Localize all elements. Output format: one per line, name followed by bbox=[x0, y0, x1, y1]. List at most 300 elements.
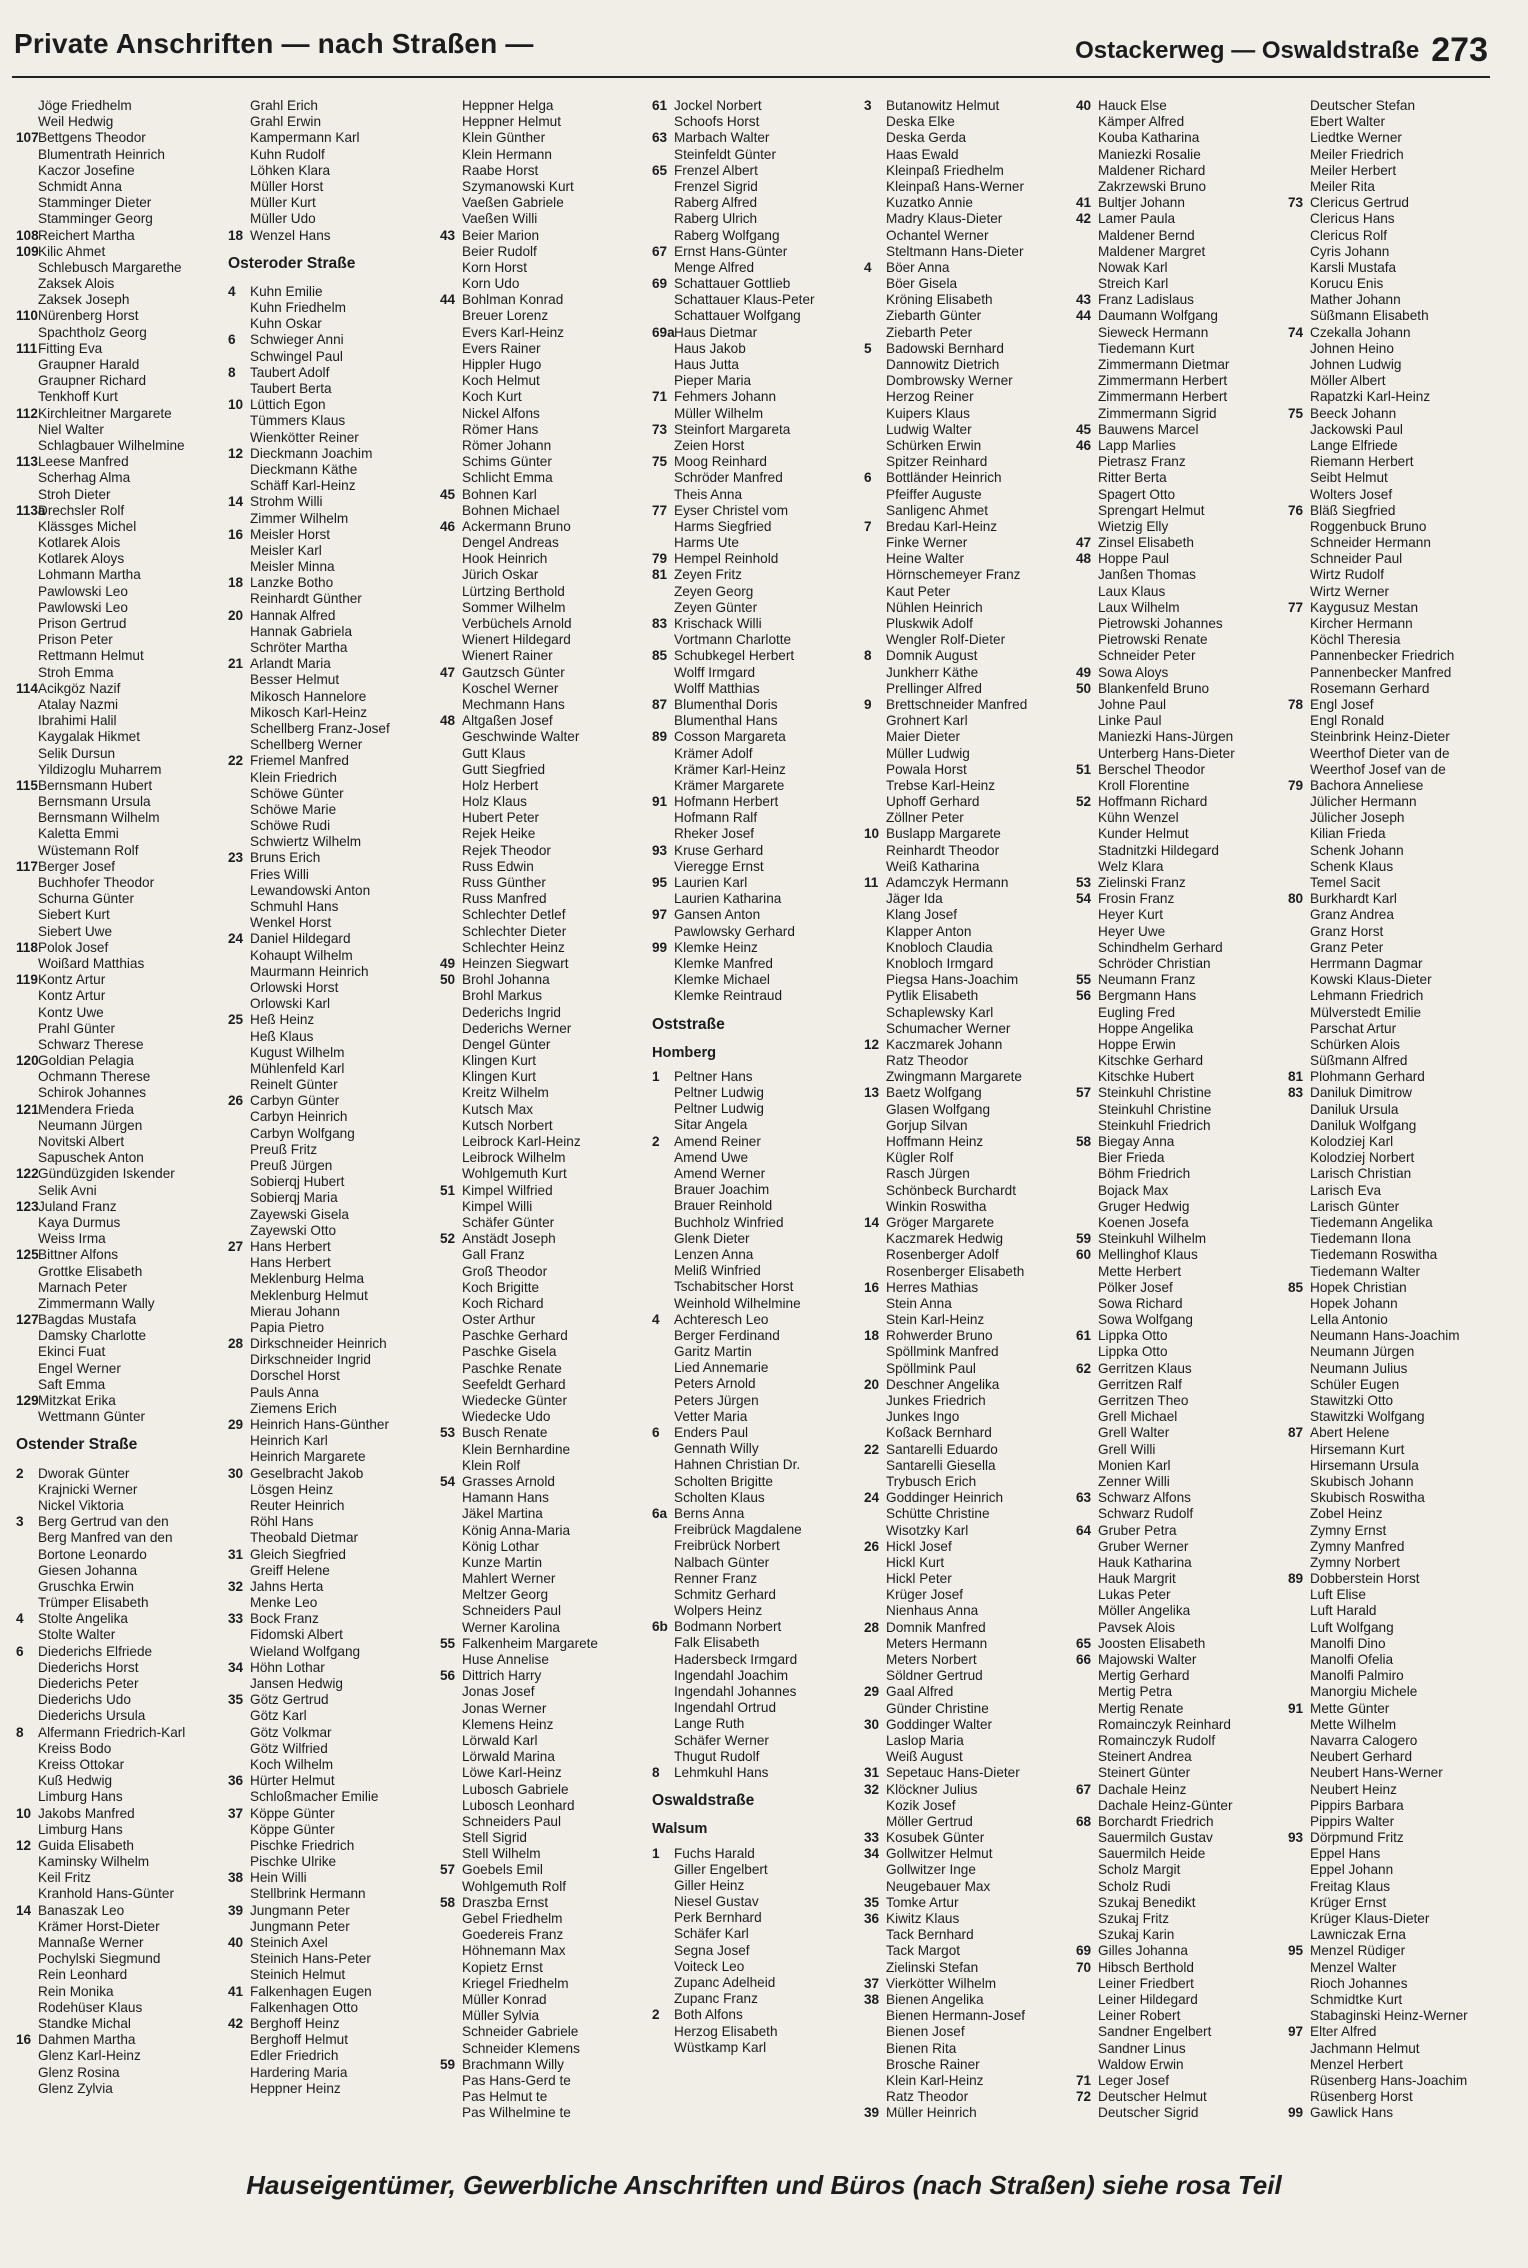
directory-entry bbox=[1076, 2089, 1284, 2105]
resident-name: Schöwe Günter bbox=[250, 785, 344, 801]
directory-entry bbox=[228, 1708, 436, 1724]
house-number: 85 bbox=[1288, 1279, 1304, 1295]
resident-name: Kühn Wenzel bbox=[1098, 810, 1179, 826]
directory-entry bbox=[1076, 988, 1284, 1004]
resident-name: Hickl Josef bbox=[886, 1538, 952, 1554]
resident-name: Maldener Richard bbox=[1098, 162, 1206, 178]
directory-entry bbox=[440, 1992, 648, 2008]
directory-entry bbox=[16, 1118, 224, 1134]
directory-entry bbox=[1288, 1814, 1496, 1830]
directory-entry bbox=[1076, 1587, 1284, 1603]
house-number: 72 bbox=[1076, 2089, 1092, 2105]
resident-name: Ochantel Werner bbox=[886, 227, 989, 243]
directory-entry bbox=[1288, 1636, 1496, 1652]
resident-name: Zielinski Stefan bbox=[886, 1959, 979, 1975]
directory-entry bbox=[1288, 195, 1496, 211]
resident-name: Prison Peter bbox=[38, 632, 113, 648]
resident-name: Wisotzky Karl bbox=[886, 1522, 969, 1538]
resident-name: Peltner Hans bbox=[674, 1068, 753, 1084]
directory-entry bbox=[228, 850, 436, 866]
resident-name: Pippirs Walter bbox=[1310, 1813, 1395, 1829]
house-number: 125 bbox=[16, 1247, 39, 1263]
resident-name: Dachale Heinz-Günter bbox=[1098, 1797, 1233, 1813]
directory-entry bbox=[16, 260, 224, 276]
directory-entry bbox=[16, 422, 224, 438]
directory-entry bbox=[864, 648, 1072, 664]
directory-entry bbox=[652, 98, 860, 114]
resident-name: Plohmann Gerhard bbox=[1310, 1069, 1425, 1085]
directory-entry bbox=[16, 1514, 224, 1530]
resident-name: Falkenheim Margarete bbox=[462, 1635, 598, 1651]
resident-name: Kunder Helmut bbox=[1098, 826, 1189, 842]
resident-name: Kozik Josef bbox=[886, 1797, 956, 1813]
directory-entry bbox=[864, 762, 1072, 778]
directory-entry bbox=[1076, 567, 1284, 583]
resident-name: Deschner Angelika bbox=[886, 1376, 1000, 1392]
resident-name: Schellberg Franz-Josef bbox=[250, 720, 390, 736]
resident-name: Steinkuhl Christine bbox=[1098, 1085, 1212, 1101]
directory-entry bbox=[440, 924, 648, 940]
house-number: 43 bbox=[1076, 292, 1092, 308]
directory-entry bbox=[652, 1538, 860, 1554]
house-number: 10 bbox=[228, 397, 244, 413]
resident-name: Schlebusch Margarethe bbox=[38, 259, 182, 275]
resident-name: Bagdas Mustafa bbox=[38, 1312, 137, 1328]
resident-name: Bottländer Heinrich bbox=[886, 470, 1002, 486]
house-number: 34 bbox=[864, 1846, 880, 1862]
directory-entry bbox=[864, 940, 1072, 956]
resident-name: Ernst Hans-Günter bbox=[674, 243, 788, 259]
resident-name: Meltzer Georg bbox=[462, 1587, 549, 1603]
resident-name: Stell Wilhelm bbox=[462, 1846, 541, 1862]
resident-name: Brettschneider Manfred bbox=[886, 696, 1028, 712]
resident-name: Junkherr Käthe bbox=[886, 664, 979, 680]
resident-name: Wienert Rainer bbox=[462, 648, 553, 664]
resident-name: Spachtholz Georg bbox=[38, 324, 147, 340]
resident-name: Kopietz Ernst bbox=[462, 1959, 543, 1975]
resident-name: Garitz Martin bbox=[674, 1344, 752, 1360]
resident-name: Alfermann Friedrich-Karl bbox=[38, 1724, 186, 1740]
house-number: 56 bbox=[440, 1668, 456, 1684]
resident-name: Selik Dursun bbox=[38, 745, 116, 761]
resident-name: Gautzsch Günter bbox=[462, 664, 565, 680]
directory-entry bbox=[440, 1798, 648, 1814]
resident-name: Hempel Reinhold bbox=[674, 551, 779, 567]
directory-entry bbox=[16, 1838, 224, 1854]
house-number: 35 bbox=[228, 1692, 244, 1708]
directory-entry bbox=[16, 1069, 224, 1085]
resident-name: Lippka Otto bbox=[1098, 1328, 1168, 1344]
resident-name: Steinkuhl Christine bbox=[1098, 1101, 1212, 1117]
directory-entry bbox=[1288, 2008, 1496, 2024]
directory-entry bbox=[228, 1692, 436, 1708]
house-number: 40 bbox=[228, 1935, 244, 1950]
resident-name: Meisler Horst bbox=[250, 526, 331, 542]
resident-name: Pawlowski Leo bbox=[38, 583, 128, 599]
resident-name: Bienen Rita bbox=[886, 2040, 957, 2056]
directory-entry bbox=[1288, 1862, 1496, 1878]
resident-name: Dirkschneider Ingrid bbox=[250, 1352, 371, 1368]
resident-name: Pölker Josef bbox=[1098, 1279, 1173, 1295]
house-number: 24 bbox=[864, 1490, 880, 1506]
directory-entry bbox=[228, 2048, 436, 2064]
directory-entry bbox=[1076, 1490, 1284, 1506]
resident-name: Weerthof Dieter van de bbox=[1310, 745, 1450, 761]
resident-name: Lenzen Anna bbox=[674, 1246, 754, 1262]
resident-name: Giller Heinz bbox=[674, 1877, 745, 1893]
house-number: 53 bbox=[440, 1425, 456, 1441]
directory-entry bbox=[864, 1005, 1072, 1021]
resident-name: Wengler Rolf-Dieter bbox=[886, 632, 1006, 648]
resident-name: Ingendahl Johannes bbox=[674, 1684, 797, 1699]
directory-entry bbox=[864, 778, 1072, 794]
resident-name: Koch Brigitte bbox=[462, 1279, 540, 1295]
directory-entry bbox=[1076, 406, 1284, 422]
resident-name: Schröter Martha bbox=[250, 640, 348, 655]
directory-entry bbox=[1076, 244, 1284, 260]
directory-entry bbox=[1288, 1668, 1496, 1684]
directory-entry bbox=[1076, 1846, 1284, 1862]
resident-name: Ekinci Fuat bbox=[38, 1344, 106, 1360]
directory-entry bbox=[1288, 924, 1496, 940]
resident-name: Bohlman Konrad bbox=[462, 292, 564, 308]
resident-name: Kitschke Hubert bbox=[1098, 1069, 1194, 1085]
resident-name: Pfeiffer Auguste bbox=[886, 486, 982, 502]
resident-name: Janßen Thomas bbox=[1098, 567, 1196, 583]
resident-name: Pieper Maria bbox=[674, 373, 752, 389]
directory-entry bbox=[228, 786, 436, 802]
directory-entry bbox=[228, 980, 436, 996]
directory-entry bbox=[652, 616, 860, 632]
directory-entry bbox=[228, 527, 436, 543]
directory-entry bbox=[652, 260, 860, 276]
directory-entry bbox=[652, 1716, 860, 1732]
resident-name: Klemke Reintraud bbox=[674, 988, 783, 1004]
resident-name: Kunze Martin bbox=[462, 1554, 543, 1570]
resident-name: Neumann Jürgen bbox=[1310, 1344, 1415, 1360]
resident-name: Wienert Hildegard bbox=[462, 632, 571, 648]
directory-entry bbox=[440, 438, 648, 454]
directory-entry bbox=[440, 114, 648, 130]
resident-name: Fitting Eva bbox=[38, 340, 103, 356]
directory-entry bbox=[652, 1376, 860, 1392]
resident-name: Jöge Friedhelm bbox=[38, 98, 132, 113]
resident-name: Böhm Friedrich bbox=[1098, 1166, 1191, 1182]
house-number: 80 bbox=[1288, 891, 1304, 907]
resident-name: Wohlgemuth Kurt bbox=[462, 1166, 567, 1182]
directory-entry bbox=[228, 1466, 436, 1482]
resident-name: Böer Gisela bbox=[886, 276, 958, 292]
directory-entry bbox=[228, 964, 436, 980]
resident-name: Kruse Gerhard bbox=[674, 842, 764, 858]
resident-name: Selik Avni bbox=[38, 1182, 97, 1198]
resident-name: Berger Josef bbox=[38, 858, 116, 874]
resident-name: Temel Sacit bbox=[1310, 875, 1381, 890]
resident-name: Junkes Ingo bbox=[886, 1409, 960, 1425]
directory-entry bbox=[1288, 1425, 1496, 1441]
resident-name: Kleinpaß Hans-Werner bbox=[886, 178, 1025, 194]
resident-name: Laslop Maria bbox=[886, 1732, 964, 1748]
resident-name: Kugust Wilhelm bbox=[250, 1044, 345, 1060]
resident-name: Santarelli Eduardo bbox=[886, 1441, 998, 1457]
directory-entry bbox=[228, 1109, 436, 1125]
resident-name: Mitzkat Erika bbox=[38, 1393, 116, 1408]
resident-name: Adamczyk Hermann bbox=[886, 875, 1009, 890]
resident-name: Klein Rolf bbox=[462, 1457, 521, 1473]
directory-entry bbox=[1076, 859, 1284, 875]
resident-name: Rüsenberg Hans-Joachim bbox=[1310, 2072, 1468, 2088]
resident-name: Leiner Robert bbox=[1098, 2008, 1181, 2024]
directory-entry bbox=[652, 1215, 860, 1231]
house-number: 89 bbox=[1288, 1571, 1304, 1587]
resident-name: Lürtzing Berthold bbox=[462, 583, 565, 599]
directory-entry bbox=[864, 2041, 1072, 2057]
house-number: 33 bbox=[864, 1830, 880, 1846]
resident-name: Kohaupt Wilhelm bbox=[250, 947, 353, 963]
directory-entry bbox=[228, 1806, 436, 1822]
directory-entry bbox=[652, 584, 860, 600]
directory-entry bbox=[1076, 632, 1284, 648]
house-number: 49 bbox=[440, 955, 456, 971]
resident-name: Werner Karolina bbox=[462, 1619, 560, 1635]
house-number: 108 bbox=[16, 227, 39, 243]
directory-entry bbox=[16, 665, 224, 681]
directory-entry bbox=[1288, 1183, 1496, 1199]
resident-name: Falkenhagen Otto bbox=[250, 1999, 359, 2015]
directory-entry bbox=[228, 413, 436, 429]
directory-entry bbox=[228, 211, 436, 227]
directory-entry bbox=[440, 147, 648, 163]
resident-name: Kontz Artur bbox=[38, 972, 106, 988]
resident-name: Wieland Wolfgang bbox=[250, 1643, 361, 1659]
resident-name: Klemke Manfred bbox=[674, 955, 773, 971]
directory-entry bbox=[864, 956, 1072, 972]
directory-entry bbox=[1076, 616, 1284, 632]
resident-name: Engel Werner bbox=[38, 1360, 121, 1376]
resident-name: Bodmann Norbert bbox=[674, 1619, 782, 1635]
directory-entry bbox=[652, 600, 860, 616]
resident-name: Bruns Erich bbox=[250, 850, 321, 866]
resident-name: Czekalla Johann bbox=[1310, 324, 1411, 340]
directory-entry bbox=[16, 244, 224, 260]
directory-entry bbox=[440, 2041, 648, 2057]
house-number: 74 bbox=[1288, 324, 1304, 340]
resident-name: Lawniczak Erna bbox=[1310, 1927, 1406, 1943]
directory-entry bbox=[652, 1360, 860, 1376]
resident-name: Drechsler Rolf bbox=[38, 502, 125, 518]
resident-name: Höhnemann Max bbox=[462, 1943, 566, 1959]
directory-entry bbox=[1076, 778, 1284, 794]
directory-entry bbox=[16, 1037, 224, 1053]
directory-entry bbox=[228, 705, 436, 721]
directory-entry bbox=[1076, 1539, 1284, 1555]
directory-entry bbox=[1076, 1749, 1284, 1765]
directory-entry bbox=[652, 487, 860, 503]
house-number: 59 bbox=[1076, 1231, 1092, 1247]
directory-entry bbox=[16, 1296, 224, 1312]
resident-name: Dengel Günter bbox=[462, 1036, 551, 1052]
resident-name: Hopek Johann bbox=[1310, 1295, 1398, 1311]
resident-name: Oster Arthur bbox=[462, 1312, 536, 1328]
directory-entry bbox=[864, 1895, 1072, 1911]
directory-entry bbox=[1076, 697, 1284, 713]
resident-name: Achteresch Leo bbox=[674, 1311, 769, 1327]
directory-entry bbox=[1076, 746, 1284, 762]
house-number: 63 bbox=[652, 130, 668, 146]
resident-name: Brohl Johanna bbox=[462, 972, 550, 988]
directory-entry bbox=[16, 1134, 224, 1150]
directory-entry bbox=[16, 794, 224, 810]
resident-name: Schurna Günter bbox=[38, 891, 134, 907]
directory-entry bbox=[16, 470, 224, 486]
directory-entry bbox=[864, 1927, 1072, 1943]
resident-name: Moog Reinhard bbox=[674, 454, 767, 470]
directory-entry bbox=[1076, 1992, 1284, 2008]
directory-entry bbox=[16, 1150, 224, 1166]
directory-entry bbox=[864, 1862, 1072, 1878]
house-number: 112 bbox=[16, 405, 38, 421]
directory-entry bbox=[652, 1101, 860, 1117]
directory-entry bbox=[652, 276, 860, 292]
directory-entry bbox=[652, 1571, 860, 1587]
directory-entry bbox=[1076, 487, 1284, 503]
resident-name: Haus Jakob bbox=[674, 340, 746, 356]
resident-name: Verbüchels Arnold bbox=[462, 616, 572, 631]
directory-entry bbox=[16, 1967, 224, 1983]
resident-name: Hannak Gabriela bbox=[250, 623, 353, 639]
directory-entry bbox=[864, 1280, 1072, 1296]
resident-name: Wenkel Horst bbox=[250, 915, 332, 931]
resident-name: Schäfer Werner bbox=[674, 1732, 769, 1748]
directory-entry bbox=[652, 729, 860, 745]
resident-name: Gruschka Erwin bbox=[38, 1578, 134, 1594]
directory-entry bbox=[440, 1652, 648, 1668]
directory-entry bbox=[1076, 1053, 1284, 1069]
resident-name: Hubert Peter bbox=[462, 810, 540, 826]
directory-entry bbox=[652, 1134, 860, 1150]
directory-entry bbox=[1076, 551, 1284, 567]
resident-name: Kutsch Norbert bbox=[462, 1117, 553, 1133]
directory-entry bbox=[440, 632, 648, 648]
directory-entry bbox=[864, 1085, 1072, 1101]
directory-entry bbox=[228, 1967, 436, 1983]
resident-name: Hamann Hans bbox=[462, 1490, 549, 1506]
resident-name: Kuhn Oskar bbox=[250, 316, 322, 332]
directory-entry bbox=[16, 972, 224, 988]
house-number: 85 bbox=[652, 648, 668, 664]
resident-name: Schneider Hermann bbox=[1310, 535, 1431, 551]
directory-entry bbox=[652, 1555, 860, 1571]
directory-entry bbox=[864, 130, 1072, 146]
house-number: 119 bbox=[16, 972, 38, 988]
resident-name: Zymny Norbert bbox=[1310, 1554, 1400, 1570]
resident-name: Schwiertz Wilhelm bbox=[250, 834, 362, 850]
resident-name: Klingen Kurt bbox=[462, 1053, 537, 1069]
resident-name: Lella Antonio bbox=[1310, 1312, 1388, 1328]
directory-entry bbox=[16, 211, 224, 227]
resident-name: Steinert Andrea bbox=[1098, 1749, 1192, 1765]
directory-entry bbox=[440, 1134, 648, 1150]
directory-entry bbox=[16, 1247, 224, 1263]
directory-entry bbox=[1288, 778, 1496, 794]
directory-entry bbox=[16, 956, 224, 972]
directory-entry bbox=[16, 1183, 224, 1199]
directory-entry bbox=[652, 778, 860, 794]
directory-entry bbox=[1076, 600, 1284, 616]
resident-name: Köchl Theresia bbox=[1310, 632, 1401, 648]
resident-name: Schöwe Rudi bbox=[250, 818, 331, 834]
directory-entry bbox=[16, 276, 224, 292]
resident-name: Kilian Frieda bbox=[1310, 826, 1386, 842]
resident-name: Krüger Klaus-Dieter bbox=[1310, 1911, 1430, 1926]
resident-name: Hirsemann Ursula bbox=[1310, 1457, 1419, 1473]
directory-entry bbox=[228, 1255, 436, 1271]
house-number: 22 bbox=[228, 753, 244, 769]
resident-name: Beier Rudolf bbox=[462, 243, 537, 259]
house-number: 35 bbox=[864, 1894, 880, 1910]
resident-name: Laux Klaus bbox=[1098, 583, 1166, 599]
resident-name: Heinzen Siegwart bbox=[462, 955, 569, 971]
directory-entry bbox=[16, 988, 224, 1004]
resident-name: Klemens Heinz bbox=[462, 1716, 554, 1732]
resident-name: Hofmann Ralf bbox=[674, 810, 758, 826]
directory-entry bbox=[652, 681, 860, 697]
house-number: 52 bbox=[1076, 794, 1092, 810]
directory-entry bbox=[1288, 276, 1496, 292]
directory-entry bbox=[864, 972, 1072, 988]
house-number: 39 bbox=[228, 1902, 244, 1918]
directory-entry bbox=[440, 1328, 648, 1344]
resident-name: Johnen Ludwig bbox=[1310, 357, 1402, 372]
resident-name: Hickl Peter bbox=[886, 1571, 952, 1587]
house-number: 69 bbox=[652, 276, 668, 292]
resident-name: Tiedemann Roswitha bbox=[1310, 1247, 1438, 1263]
directory-entry bbox=[1288, 1506, 1496, 1522]
directory-entry bbox=[652, 1603, 860, 1619]
resident-name: Clericus Hans bbox=[1310, 211, 1395, 227]
resident-name: Reuter Heinrich bbox=[250, 1497, 345, 1513]
resident-name: Hannak Alfred bbox=[250, 607, 336, 623]
resident-name: Neugebauer Max bbox=[886, 1878, 991, 1894]
directory-entry bbox=[228, 1627, 436, 1643]
resident-name: Kuhn Rudolf bbox=[250, 146, 325, 162]
resident-name: Dittrich Harry bbox=[462, 1668, 542, 1684]
directory-entry bbox=[440, 1021, 648, 1037]
directory-entry bbox=[1288, 1442, 1496, 1458]
house-number: 118 bbox=[16, 939, 38, 955]
resident-name: Mendera Frieda bbox=[38, 1101, 134, 1117]
directory-entry bbox=[864, 1264, 1072, 1280]
directory-entry bbox=[1076, 1215, 1284, 1231]
directory-entry bbox=[864, 1134, 1072, 1150]
house-number: 56 bbox=[1076, 988, 1092, 1004]
directory-entry bbox=[440, 600, 648, 616]
resident-name: Heyer Kurt bbox=[1098, 907, 1163, 923]
directory-entry bbox=[16, 924, 224, 940]
resident-name: Zobel Heinz bbox=[1310, 1506, 1383, 1522]
resident-name: Woißard Matthias bbox=[38, 955, 145, 971]
resident-name: Schattauer Wolfgang bbox=[674, 308, 801, 324]
resident-name: Bergmann Hans bbox=[1098, 988, 1197, 1004]
resident-name: Schlechter Dieter bbox=[462, 923, 567, 939]
directory-entry bbox=[1288, 2089, 1496, 2105]
directory-entry bbox=[1288, 972, 1496, 988]
directory-entry bbox=[16, 406, 224, 422]
directory-entry bbox=[1288, 1280, 1496, 1296]
directory-entry bbox=[1076, 584, 1284, 600]
resident-name: Bernsmann Ursula bbox=[38, 794, 151, 810]
resident-name: Stell Sigrid bbox=[462, 1830, 527, 1846]
